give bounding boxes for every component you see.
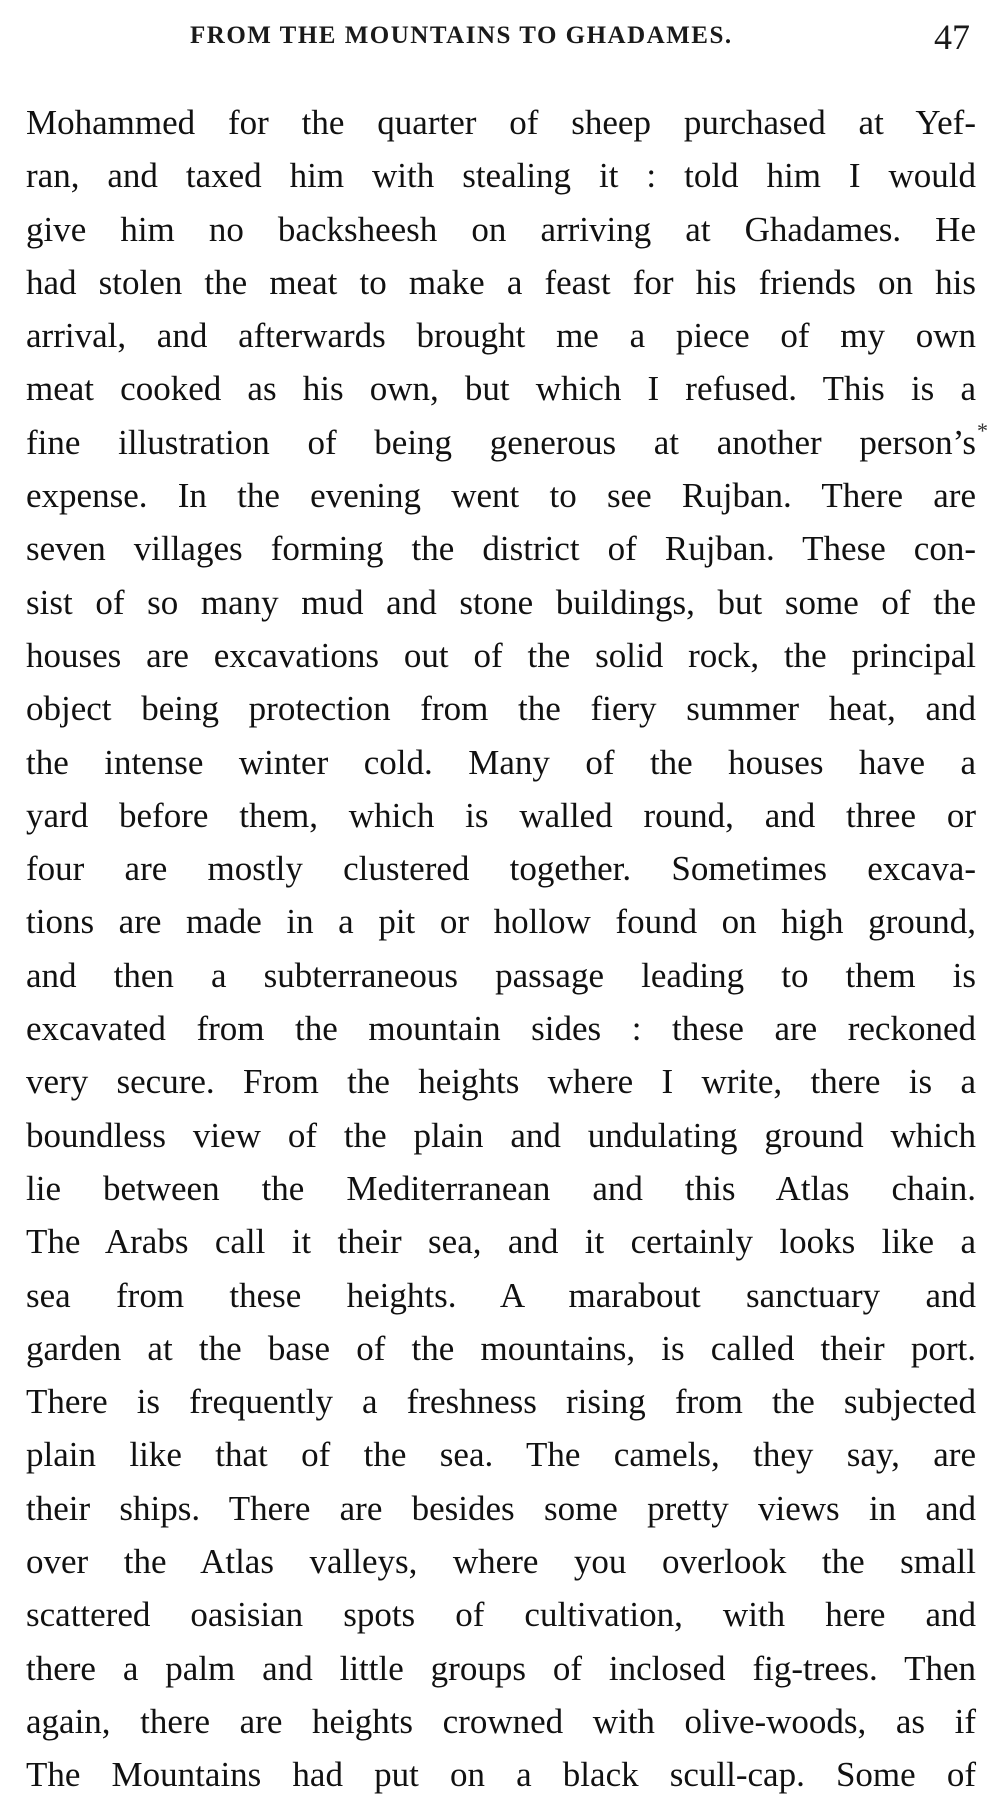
text-line: sea from these heights. A marabout sanctuary and: [26, 1275, 976, 1315]
text-line: give him no backsheesh on arriving at Ghadames. He: [26, 209, 976, 249]
running-head: FROM THE MOUNTAINS TO GHADAMES.: [190, 22, 733, 49]
text-line: four are mostly clustered together. Sometimes excava-: [26, 849, 976, 889]
text-line: very secure. From the heights where I write, there is a: [26, 1062, 976, 1102]
text-line: plain like that of the sea. The camels, they say, are: [26, 1435, 976, 1475]
margin-mark: *: [977, 418, 988, 443]
text-line: arrival, and afterwards brought me a piece of my own: [26, 316, 976, 356]
text-line: scattered oasisian spots of cultivation, with here and: [26, 1595, 976, 1635]
text-line: sist of so many mud and stone buildings, but some of the: [26, 582, 976, 622]
text-line: excavated from the mountain sides : these are reckoned: [26, 1009, 976, 1049]
text-line: seven villages forming the district of Rujban. These con-: [26, 529, 976, 569]
text-line: over the Atlas valleys, where you overlook the small: [26, 1542, 976, 1582]
text-line: There is frequently a freshness rising from the subjected: [26, 1382, 976, 1422]
text-line: meat cooked as his own, but which I refused. This is a: [26, 369, 976, 409]
text-line: yard before them, which is walled round, and three or: [26, 795, 976, 835]
body-text: [26, 96, 976, 1802]
text-line: expense. In the evening went to see Rujban. There are: [26, 476, 976, 516]
text-line: fine illustration of being generous at another person’s: [26, 422, 976, 462]
text-line: lie between the Mediterranean and this Atlas chain.: [26, 1168, 976, 1208]
text-line: their ships. There are besides some pretty views in and: [26, 1488, 976, 1528]
text-line: object being protection from the fiery summer heat, and: [26, 689, 976, 729]
text-line: there a palm and little groups of inclosed fig-trees. Then: [26, 1648, 976, 1688]
page-number: 47: [934, 17, 970, 57]
text-line: garden at the base of the mountains, is called their port.: [26, 1328, 976, 1368]
text-line: Mohammed for the quarter of sheep purchased at Yef-: [26, 103, 976, 142]
text-line: houses are excavations out of the solid rock, the principal: [26, 635, 976, 675]
text-line: and then a subterraneous passage leading to them is: [26, 955, 976, 995]
text-line: the intense winter cold. Many of the houses have a: [26, 742, 976, 782]
text-line: again, there are heights crowned with olive-woods, as if: [26, 1701, 976, 1741]
text-line: tions are made in a pit or hollow found on high ground,: [26, 902, 976, 942]
text-line: boundless view of the plain and undulating ground which: [26, 1115, 976, 1155]
text-line: The Mountains had put on a black scull-cap. Some of: [26, 1755, 976, 1795]
text-line: The Arabs call it their sea, and it certainly looks like a: [26, 1222, 976, 1262]
text-line: had stolen the meat to make a feast for his friends on his: [26, 262, 976, 302]
text-line: ran, and taxed him with stealing it : told him I would: [26, 156, 976, 196]
